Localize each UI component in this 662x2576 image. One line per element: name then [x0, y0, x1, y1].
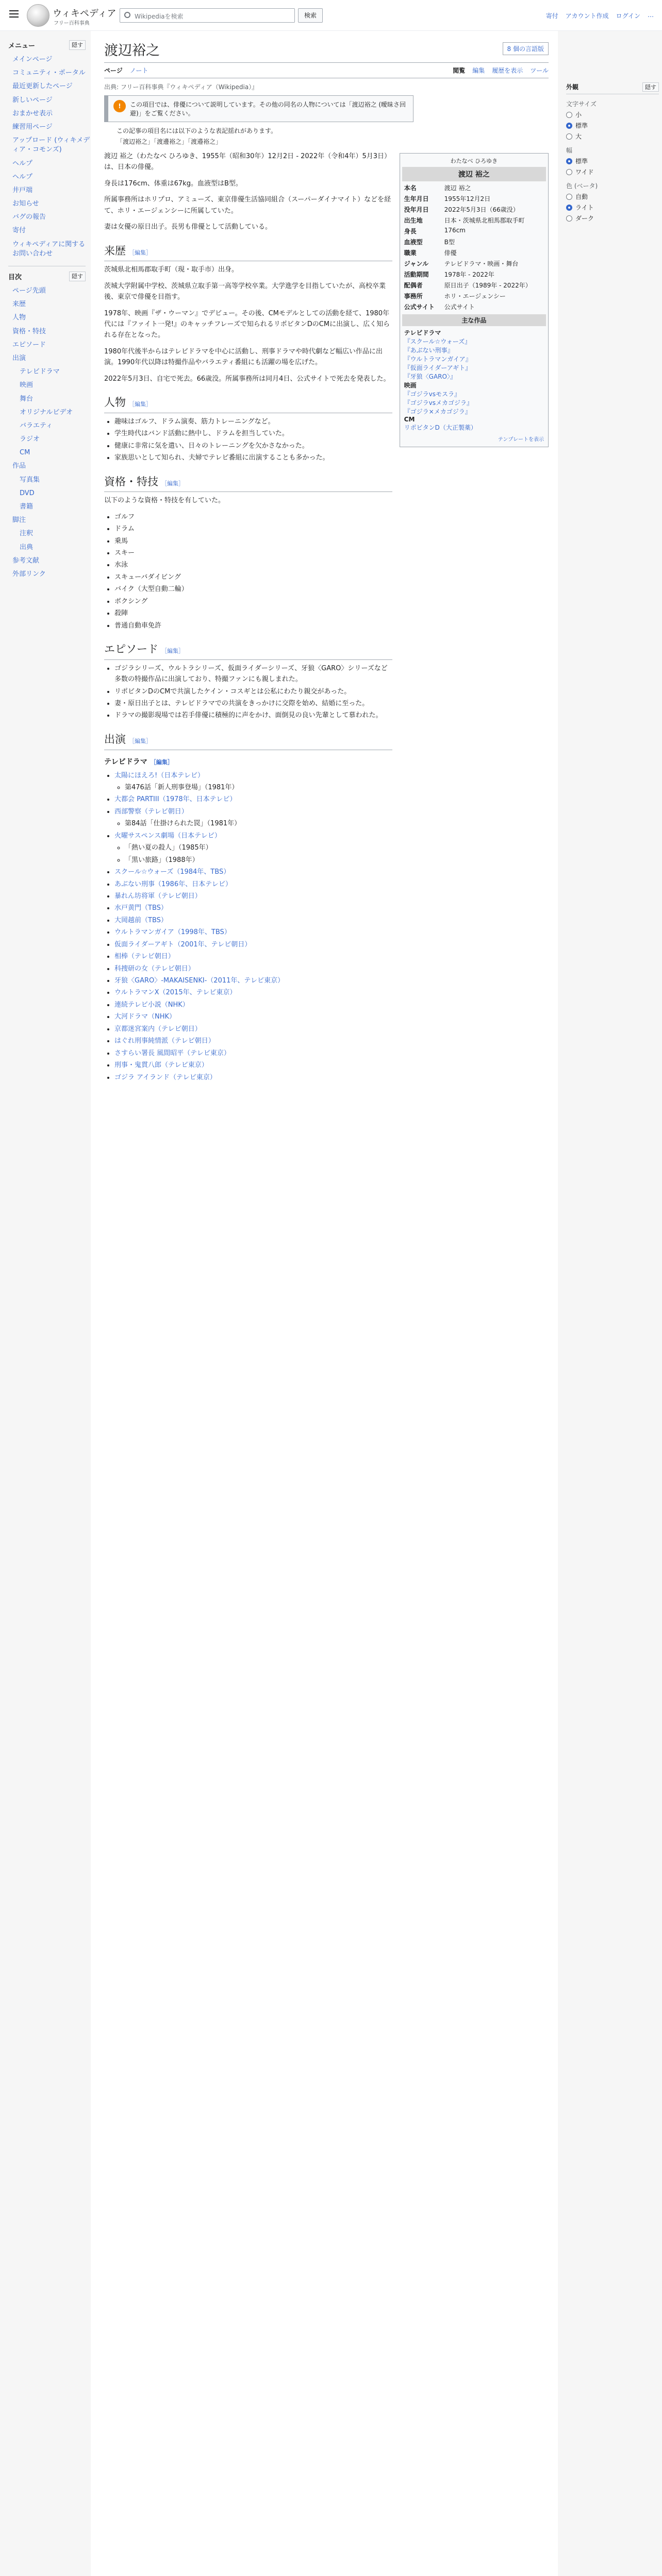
drama-item	[114, 1024, 392, 1035]
drama-sublist	[114, 842, 392, 866]
section-heading	[104, 731, 392, 750]
infobox-key: 公式サイト	[404, 303, 435, 311]
sidebar-item[interactable]: 井戸端	[12, 186, 33, 194]
toc-item[interactable]: 映画	[20, 381, 34, 389]
infobox-row	[402, 269, 546, 280]
tab-0[interactable]: ページ	[104, 67, 123, 74]
drama-title-link[interactable]: スクール☆ウォーズ（1984年、TBS）	[114, 868, 230, 876]
infobox-work-link[interactable]: 『ゴジラ×メカゴジラ』	[404, 408, 471, 415]
toc-item[interactable]: CM	[20, 449, 30, 457]
toc-item[interactable]: 脚注	[12, 516, 26, 524]
radio-icon	[566, 194, 572, 200]
color-label: 色 (ベータ)	[566, 182, 598, 190]
infobox-row	[402, 193, 546, 204]
intro-paragraph: 所属事務所はホリプロ、アミューズ、東京俳優生活協同組合（スーパーダイナマイト）などを経て、ホリ・エージェンシーに所属していた。	[104, 196, 391, 215]
infobox-key: 配偶者	[404, 282, 423, 289]
list-item: • ドラマの撮影現場では若手俳優に積極的に声をかけ、面倒見の良い先輩として慕われた。	[114, 710, 392, 721]
search-input[interactable]	[120, 8, 295, 23]
toc-item[interactable]: 作品	[12, 462, 26, 470]
infobox-key: 活動期間	[404, 271, 429, 278]
drama-item	[114, 999, 392, 1010]
width-option-label: 標準	[575, 158, 588, 165]
color-option-label: ダーク	[575, 215, 594, 222]
list-item: • 健康に非常に気を遣い、日々のトレーニングを欠かさなかった。	[114, 440, 392, 451]
section-title: 資格・特技	[104, 475, 158, 488]
site-logo-subtitle: フリー百科事典	[54, 21, 90, 26]
drama-item	[114, 939, 392, 950]
drama-sublist	[114, 782, 392, 793]
infobox-value: ホリ・エージェンシー	[444, 293, 506, 300]
infobox-work-link[interactable]: 『ゴジラvsメカゴジラ』	[404, 399, 473, 406]
drama-title-link[interactable]: 大都会 PARTIII（1978年、日本テレビ）	[114, 795, 237, 804]
sidebar-item[interactable]: コミュニティ・ポータル	[12, 69, 86, 77]
radio-icon	[566, 133, 572, 140]
intro-paragraph: 身長は176cm、体重は67kg。血液型はB型。	[104, 179, 242, 188]
section-edit-link[interactable]: ［編集］	[129, 249, 152, 256]
toc-item[interactable]: 写真集	[20, 476, 40, 484]
section-paragraph: 1978年、映画『ザ・ウーマン』でデビュー。その後、CMモデルとしての活動を経て、1980年代には『ファイト一発!』のキャッチフレーズで知られるリポビタンDのCMに出演し、広く知られる存在となった。	[104, 309, 390, 340]
infobox-reading: わたなべ ひろゆき	[450, 158, 498, 164]
infobox-row	[402, 247, 546, 258]
color-option[interactable]	[566, 214, 659, 223]
toc-item[interactable]: 出演	[12, 354, 26, 362]
infobox-row	[402, 258, 546, 269]
drama-subitem: ◦ 第476話「新人刑事登場」（1981年）	[125, 782, 392, 793]
color-option-label: 自動	[575, 193, 588, 200]
text-size-label: 文字サイズ	[566, 100, 597, 108]
radio-icon	[566, 169, 572, 175]
infobox-key: 本名	[404, 184, 417, 192]
toc-item[interactable]: ラジオ	[20, 435, 40, 444]
infobox-value: 1978年 - 2022年	[444, 271, 494, 278]
sidebar-item[interactable]: 最近更新したページ	[12, 82, 73, 91]
list-item: • ゴジラシリーズ、ウルトラシリーズ、仮面ライダーシリーズ、牙狼〈GARO〉シリーズなど多数の特撮作品に出演しており、特撮ファンにも親しまれた。	[114, 663, 392, 685]
list-item: • 家族思いとして知られ、夫婦でテレビ番組に出演することも多かった。	[114, 452, 392, 463]
drama-subitem: ◦ 「熱い夏の殺人」（1985年）	[125, 842, 392, 853]
infobox-value: B型	[444, 239, 455, 246]
sidebar-item[interactable]: ヘルプ	[12, 173, 33, 181]
section-edit-link[interactable]: ［編集］	[161, 648, 184, 655]
hatnote-2[interactable]: 「渡辺裕之」「渡邊裕之」「渡邉裕之」	[117, 138, 222, 145]
sidebar-item[interactable]: メインページ	[12, 56, 53, 63]
drama-subitem: ◦ 第84話「仕掛けられた罠」（1981年）	[125, 818, 392, 829]
infobox-value: 原日出子（1989年 - 2022年）	[444, 282, 532, 289]
toc-item[interactable]: テレビドラマ	[20, 368, 60, 376]
drama-item	[114, 794, 392, 805]
page-tabs	[104, 63, 549, 78]
drama-item	[114, 903, 392, 913]
left-sidebar	[0, 31, 91, 581]
search-placeholder: Wikipediaを検索	[135, 13, 184, 20]
infobox-row	[402, 226, 546, 236]
text-size-option[interactable]	[566, 132, 659, 141]
drama-item	[114, 1011, 392, 1022]
drama-list	[104, 770, 392, 1083]
list-item: • バイク（大型自動二輪）	[114, 584, 392, 595]
infobox-key: 事務所	[404, 293, 423, 300]
toc-heading	[8, 272, 91, 281]
drama-item	[114, 915, 392, 926]
info-icon: !	[113, 100, 126, 112]
section-intro: 以下のような資格・特技を有していた。	[104, 497, 225, 505]
infobox-key: 出生地	[404, 217, 423, 224]
infobox-work-link[interactable]: 『牙狼〈GARO〉』	[404, 373, 456, 380]
toc-item[interactable]: 来歴	[12, 300, 26, 309]
drama-title-link[interactable]: はぐれ刑事純情派（テレビ朝日）	[114, 1037, 215, 1045]
sidebar-heading-label: メニュー	[8, 42, 36, 50]
wikipedia-globe-logo[interactable]	[27, 4, 49, 27]
infobox-work-link[interactable]: 『仮面ライダーアギト』	[404, 364, 472, 371]
section-paragraph: 1980年代後半からはテレビドラマを中心に活動し、刑事ドラマや時代劇など幅広い作品に出演。1990年代以降は特撮作品やバラエティ番組にも活躍の場を広げた。	[104, 347, 383, 367]
drama-item	[114, 1036, 392, 1046]
sidebar-item[interactable]: おまかせ表示	[12, 109, 53, 117]
drama-title-link[interactable]: ウルトラマンガイア（1998年、TBS）	[114, 928, 231, 937]
drama-title-link[interactable]: ゴジラ アイランド（テレビ東京）	[114, 1073, 217, 1081]
page-title: 渡辺裕之	[104, 43, 160, 59]
infobox-value: 渡辺 裕之	[444, 184, 471, 192]
infobox-work-link[interactable]: リポビタンD（大正製薬）	[404, 424, 477, 431]
search-button[interactable]: 検索	[298, 8, 323, 23]
drama-item	[114, 831, 392, 866]
sidebar-heading	[8, 40, 91, 50]
drama-subitem: ◦ 「黒い旅路」（1988年）	[125, 855, 392, 866]
infobox-key: 職業	[404, 249, 417, 257]
drama-title-link[interactable]: 火曜サスペンス劇場（日本テレビ）	[114, 832, 221, 840]
drama-title-link[interactable]: 刑事・鬼貫八郎（テレビ東京）	[114, 1061, 208, 1070]
notice-box	[104, 95, 413, 122]
view-tab-2[interactable]: 履歴を表示	[492, 67, 523, 74]
toc-item[interactable]: 書籍	[20, 503, 34, 511]
list-item: • リポビタンDのCMで共演したケイン・コスギとは公私にわたり親交があった。	[114, 686, 392, 697]
section-title: エピソード	[104, 643, 158, 656]
toc-item[interactable]: DVD	[20, 489, 35, 497]
radio-icon	[566, 215, 572, 222]
bullet-list	[104, 663, 392, 721]
drama-title-link[interactable]: 西部警察（テレビ朝日）	[114, 807, 188, 816]
infobox-key: ジャンル	[404, 260, 429, 267]
section-heading	[104, 473, 392, 493]
list-item: • スキー	[114, 548, 392, 558]
infobox-work-link[interactable]: 『あぶない刑事』	[404, 347, 454, 354]
drama-title-link[interactable]: 京都迷宮案内（テレビ朝日）	[114, 1025, 202, 1033]
color-option[interactable]	[566, 203, 659, 212]
toc-item[interactable]: バラエティ	[20, 421, 53, 430]
section-edit-link[interactable]: ［編集］	[161, 480, 184, 487]
list-item: • スキューバダイビング	[114, 572, 392, 583]
infobox-value: 公式サイト	[444, 303, 475, 311]
radio-icon	[566, 205, 572, 211]
drama-item	[114, 1072, 392, 1083]
infobox-row	[402, 236, 546, 247]
infobox-value: 日本・茨城県北相馬郡取手町	[444, 217, 525, 224]
drama-title-link[interactable]: 仮面ライダーアギト（2001年、テレビ朝日）	[114, 940, 252, 948]
list-item: • ゴルフ	[114, 512, 392, 522]
user-link[interactable]: …	[648, 11, 654, 19]
appearance-heading	[566, 82, 659, 94]
infobox-value: テレビドラマ・映画・舞台	[444, 260, 519, 267]
drama-item	[114, 987, 392, 998]
radio-icon	[566, 112, 572, 118]
user-link[interactable]: アカウント作成	[565, 12, 609, 20]
drama-title-link[interactable]: さすらい署長 風間昭平（テレビ東京）	[114, 1049, 230, 1057]
sidebar-item[interactable]: ヘルプ	[12, 159, 33, 167]
width-option-label: ワイド	[575, 168, 594, 176]
infobox-works-heading: 映画	[404, 382, 417, 389]
toc-item[interactable]: 外部リンク	[12, 570, 46, 578]
notice-text: この項目では、俳優について説明しています。その他の同名の人物については「渡辺裕之 (曖昧さ回避)」をご覧ください。	[130, 101, 406, 117]
infobox-row	[402, 215, 546, 226]
list-item: • ボクシング	[114, 596, 392, 607]
section-paragraph: 茨城大学附属中学校、茨城県立取手第一高等学校卒業。大学進学を目指していたが、高校卒業後、東京で俳優を目指す。	[104, 282, 386, 301]
list-item: • 乗馬	[114, 536, 392, 547]
infobox-value: 176cm	[444, 227, 466, 234]
infobox-value: 俳優	[444, 249, 457, 257]
list-item: • ドラム	[114, 523, 392, 534]
infobox-name: 渡辺 裕之	[402, 167, 546, 181]
infobox-work-link[interactable]: 『ゴジラvsモスラ』	[404, 391, 461, 398]
infobox-key: 生年月日	[404, 195, 429, 202]
width-option[interactable]	[566, 167, 659, 176]
infobox-work-link[interactable]: 『ウルトラマンガイア』	[404, 355, 472, 363]
list-item: • 殺陣	[114, 608, 392, 619]
drama-item	[114, 927, 392, 938]
section-heading	[104, 640, 392, 660]
drama-title-link[interactable]: 牙狼〈GARO〉-MAKAISENKI-（2011年、テレビ東京）	[114, 977, 285, 985]
drama-title-link[interactable]: ウルトラマンX（2015年、テレビ東京）	[114, 989, 237, 997]
view-tab-3[interactable]: ツール	[530, 67, 549, 74]
section-paragraph: 茨城県北相馬郡取手町（現・取手市）出身。	[104, 266, 239, 274]
intro-paragraph: 渡辺 裕之（わたなべ ひろゆき、1955年（昭和30年）12月2日 - 2022年（令和4年）5月3日）は、日本の俳優。	[104, 152, 391, 172]
toc-heading-label: 目次	[8, 274, 22, 281]
language-button[interactable]: 8 個の言語版	[503, 42, 549, 55]
appearance-heading-label: 外観	[566, 83, 579, 91]
section-heading	[104, 394, 392, 413]
section-edit-link[interactable]: ［編集］	[129, 401, 152, 408]
sidebar-item[interactable]: バグの報告	[12, 213, 46, 222]
list-item: • 普通自動車免許	[114, 620, 392, 631]
list-item: • 学生時代はバンド活動に熱中し、ドラムを担当していた。	[114, 428, 392, 439]
drama-item	[114, 963, 392, 974]
drama-item	[114, 867, 392, 877]
drama-item	[114, 1048, 392, 1059]
section-title: 来歴	[104, 244, 126, 257]
article-body	[104, 148, 549, 1088]
sidebar-item[interactable]: お知らせ	[12, 200, 39, 208]
sidebar-item[interactable]: ウィキペディアに関するお問い合わせ	[12, 240, 86, 258]
drama-item	[114, 770, 392, 793]
user-links	[546, 11, 654, 20]
radio-icon	[566, 158, 572, 164]
width-option[interactable]	[566, 157, 659, 165]
drama-title-link[interactable]: 大岡越前（TBS）	[114, 916, 168, 924]
text-size-option-label: 大	[575, 133, 582, 140]
section-heading	[104, 756, 392, 768]
appearance-panel	[566, 31, 659, 225]
infobox-row	[402, 182, 546, 193]
section-title: 人物	[104, 396, 126, 409]
drama-item	[114, 1060, 392, 1071]
section-title: テレビドラマ	[104, 757, 147, 766]
drama-item	[114, 806, 392, 829]
drama-title-link[interactable]: 大河ドラマ（NHK）	[114, 1013, 176, 1021]
width-label: 幅	[566, 147, 573, 154]
section-edit-link[interactable]: ［編集］	[150, 758, 173, 766]
sidebar-item[interactable]: アップロード (ウィキメディア・コモンズ)	[12, 137, 90, 154]
tagline: 出典: フリー百科事典『ウィキペディア（Wikipedia）』	[104, 83, 258, 91]
main-menu-icon[interactable]	[9, 10, 19, 18]
toc-item[interactable]: オリジナルビデオ	[20, 408, 73, 416]
section-paragraph: 2022年5月3日、自宅で死去。66歳没。所属事務所は同月4日、公式サイトで死去を発表した。	[104, 375, 390, 383]
hatnote-1: この記事の項目名には以下のような表記揺れがあります。	[117, 127, 277, 134]
radio-icon	[566, 123, 572, 129]
drama-item	[114, 879, 392, 890]
user-link[interactable]: 寄付	[545, 12, 558, 20]
infobox-row	[402, 291, 546, 301]
view-tab-0[interactable]: 閲覧	[453, 67, 466, 74]
toc-item[interactable]: 参考文献	[12, 556, 40, 565]
text-size-option[interactable]	[566, 121, 659, 130]
infobox-value: 2022年5月3日（66歳没）	[444, 206, 519, 213]
site-header	[0, 0, 662, 31]
site-logo-title[interactable]: ウィキペディア	[53, 8, 117, 19]
infobox-key: 血液型	[404, 239, 423, 246]
user-link[interactable]: ログイン	[616, 12, 640, 20]
text-size-option[interactable]	[566, 110, 659, 119]
drama-title-link[interactable]: 連続テレビ小説（NHK）	[114, 1001, 189, 1009]
drama-item	[114, 975, 392, 986]
toc-item[interactable]: エピソード	[12, 341, 46, 349]
color-option[interactable]	[566, 192, 659, 201]
section-edit-link[interactable]: ［編集］	[129, 737, 152, 744]
section-title: 出演	[104, 733, 126, 745]
section-heading	[104, 242, 392, 262]
infobox-row	[402, 204, 546, 215]
search-icon	[124, 12, 130, 18]
drama-title-link[interactable]: 太陽にほえろ!（日本テレビ）	[114, 771, 204, 779]
infobox-key: 身長	[404, 228, 417, 235]
infobox-work-link[interactable]: 『スクール☆ウォーズ』	[404, 338, 471, 345]
toc-item[interactable]: 注釈	[20, 530, 34, 538]
bullet-list	[104, 416, 392, 464]
toc-item[interactable]: ページ先頭	[12, 287, 46, 295]
sidebar-hide-button[interactable]: 隠す	[69, 40, 86, 50]
template-link[interactable]: テンプレートを表示	[498, 437, 544, 443]
intro-paragraph: 妻は女優の原日出子。長男も俳優として活動している。	[104, 223, 272, 231]
toc-hide-button[interactable]: 隠す	[69, 272, 86, 281]
list-item: • 妻・原日出子とは、テレビドラマでの共演をきっかけに交際を始め、結婚に至った。	[114, 698, 392, 709]
main-content	[91, 31, 558, 2576]
infobox-row	[402, 280, 546, 291]
infobox-row	[402, 301, 546, 312]
color-option-label: ライト	[575, 204, 594, 211]
text-size-option-label: 小	[575, 111, 582, 118]
text-size-option-label: 標準	[575, 122, 588, 129]
list-item: • 水泳	[114, 560, 392, 570]
sidebar-item[interactable]: 寄付	[12, 227, 26, 235]
toc-item[interactable]: 資格・特技	[12, 327, 46, 335]
infobox-value: 1955年12月2日	[444, 195, 491, 202]
drama-sublist	[114, 818, 392, 829]
infobox-key: 没年月日	[404, 206, 429, 213]
infobox-works-heading: テレビドラマ	[404, 329, 441, 336]
sidebar-item[interactable]: 新しいページ	[12, 96, 53, 104]
infobox-works-title: 主な作品	[402, 314, 546, 326]
drama-title-link[interactable]: 暴れん坊将軍（テレビ朝日）	[114, 892, 202, 900]
drama-title-link[interactable]: 水戸黄門（TBS）	[114, 904, 168, 912]
drama-title-link[interactable]: 科捜研の女（テレビ朝日）	[114, 964, 195, 973]
article-column	[104, 148, 392, 1088]
drama-title-link[interactable]: あぶない刑事（1986年、日本テレビ）	[114, 880, 232, 888]
infobox	[400, 153, 549, 447]
bullet-list	[104, 512, 392, 631]
toc-item[interactable]: 出典	[20, 543, 34, 551]
toc-item[interactable]: 舞台	[20, 395, 34, 403]
list-item: • 趣味はゴルフ、ドラム演奏、筋力トレーニングなど。	[114, 416, 392, 427]
drama-title-link[interactable]: 相棒（テレビ朝日）	[114, 953, 175, 961]
drama-item	[114, 951, 392, 962]
infobox-works-heading: CM	[404, 416, 415, 423]
drama-item	[114, 891, 392, 902]
page-title-wrap	[104, 39, 549, 63]
sidebar-item[interactable]: 練習用ページ	[12, 123, 53, 131]
appearance-hide-button[interactable]: 隠す	[642, 82, 659, 92]
tab-1[interactable]: ノート	[129, 67, 148, 74]
view-tab-1[interactable]: 編集	[472, 67, 485, 74]
toc-item[interactable]: 人物	[12, 314, 26, 322]
